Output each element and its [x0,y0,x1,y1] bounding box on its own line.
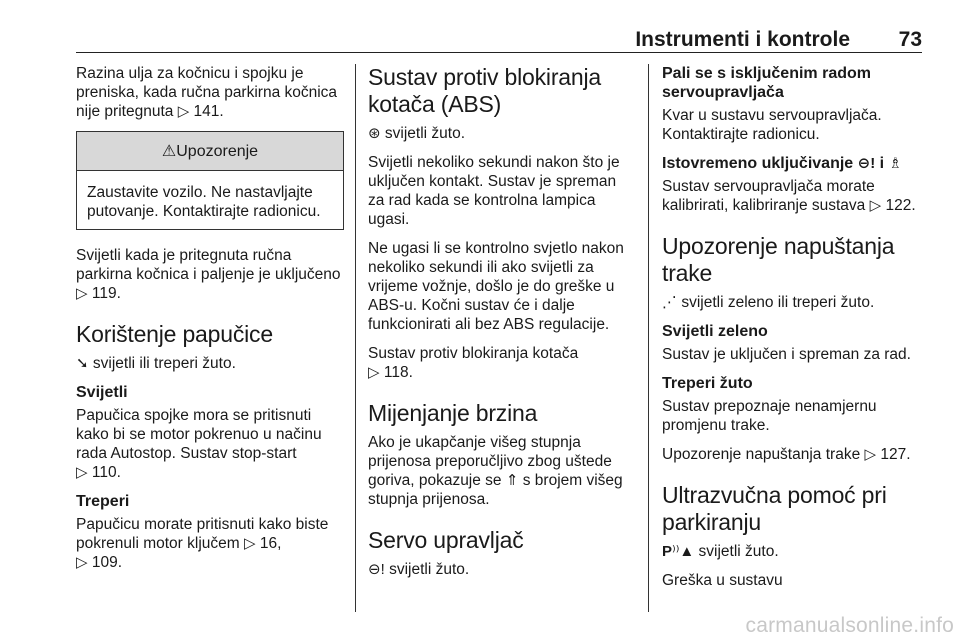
paragraph-park: P⁾⁾▲ svijetli žuto. [662,543,779,560]
paragraph-gear: Ako je ukapčanje višeg stupnja prijenosa preporučljivo zbog uštede goriva, pokazuje se ⇑ s brojem višeg stupnja prijenosa. [368,434,623,508]
heading-istovremeno: Istovremeno uključivanje ⊖! i ♗ [662,155,903,172]
warning-box [76,131,344,230]
column-left [76,64,344,582]
steering-calibrate-icon: ♗ [888,155,903,172]
heading-treperi: Treperi [76,493,130,510]
park-assist-icon: P [662,543,673,560]
warning-header [77,132,343,171]
warning-title: Upozorenje [176,143,259,160]
steering-fault-icon: ⊖! [857,155,876,172]
heading-abs: Sustav protiv blokiranja kotača (ABS) [368,64,601,117]
watermark: carmanualsonline.info [745,614,954,637]
heading-pedal: Korištenje papučice [76,321,273,347]
column-divider [648,64,649,612]
heading-zuto: Treperi žuto [662,375,753,392]
page-title: Instrumenti i kontrole [635,28,850,51]
paragraph-istovremeno: Sustav servoupravljača morate kalibrirati, kalibriranje sustava ▷ 122. [662,178,916,214]
paragraph-abs-fault: Ne ugasi li se kontrolno svjetlo nakon nekoliko sekundi ili ako svijetli za vrijeme vožnje, došlo je do greške u ABS-u. Kočni sustav će i dalje funkcionirati ali bez ABS regulacije. [368,240,624,333]
paragraph-park-fault: Greška u sustavu [662,572,783,589]
gear-shift-icon: ⇑ [505,472,519,489]
reference-arrow-icon: ▷ [76,464,88,481]
column-right [662,64,924,600]
page-number: 73 [898,28,922,51]
reference-arrow-icon: ▷ [869,197,882,214]
paragraph-lane: ⋰ svijetli zeleno ili treperi žuto. [662,294,875,311]
column-divider [355,64,356,612]
heading-servo: Servo upravljač [368,527,524,553]
lane-departure-icon: ⋰ [662,294,677,311]
reference-arrow-icon: ▷ [864,446,877,463]
paragraph-pali: Kvar u sustavu servoupravljača. Kontaktirajte radionicu. [662,107,882,143]
paragraph-svijetli: Papučica spojke mora se pritisnuti kako bi se motor pokrenuo u načinu rada Autostop. Sustav stop-start ▷ 110. [76,407,322,481]
abs-icon: ⊛ [368,125,381,142]
reference-arrow-icon: ▷ [368,364,380,381]
paragraph-treperi: Papučicu morate pritisnuti kako biste pokrenuli motor ključem ▷ 16, ▷ 109. [76,516,329,571]
reference-arrow-icon: ▷ [76,554,88,571]
reference-arrow-icon: ▷ [76,285,88,302]
heading-zeleno: Svijetli zeleno [662,323,768,340]
reference-arrow-icon: ▷ [177,103,190,120]
paragraph-brake-fluid: Razina ulja za kočnicu i spojku je preniska, kada ručna parkirna kočnica nije pritegnuta ▷ 141. [76,65,338,120]
paragraph-parking-brake: Svijetli kada je pritegnuta ručna parkirna kočnica i paljenje je uključeno ▷ 119. [76,247,341,302]
paragraph-abs-startup: Svijetli nekoliko sekundi nakon što je uključen kontakt. Sustav je spreman za rad kada se kontrolna lampica ugasi. [368,154,620,228]
reference-arrow-icon: ▷ [243,535,256,552]
paragraph-zeleno: Sustav je uključen i spreman za rad. [662,346,911,363]
heading-gear: Mijenjanje brzina [368,400,538,426]
steering-fault-icon: ⊖! [368,561,385,578]
warning-triangle-icon: ⚠ [161,143,177,160]
heading-park: Ultrazvučna pomoć pri parkiranju [662,482,887,535]
paragraph-zuto: Sustav prepoznaje nenamjernu promjenu trake. [662,398,877,434]
page-header [76,24,922,53]
heading-pali: Pali se s isključenim radom servoupravljača [662,65,871,101]
paragraph-pedal: ➘ svijetli ili treperi žuto. [76,355,236,372]
warning-text: Zaustavite vozilo. Ne nastavljajte putovanje. Kontaktirajte radionicu. [87,184,321,220]
warning-body [77,171,343,229]
paragraph-servo: ⊖! svijetli žuto. [368,561,470,578]
heading-lane: Upozorenje napuštanja trake [662,233,895,286]
paragraph-lane-ref: Upozorenje napuštanja trake ▷ 127. [662,446,911,463]
paragraph-abs-ref: Sustav protiv blokiranja kotača ▷ 118. [368,345,579,381]
paragraph-abs-light: ⊛ svijetli žuto. [368,125,466,142]
clutch-pedal-icon: ➘ [76,355,89,372]
heading-svijetli: Svijetli [76,384,128,401]
column-middle [368,64,636,589]
